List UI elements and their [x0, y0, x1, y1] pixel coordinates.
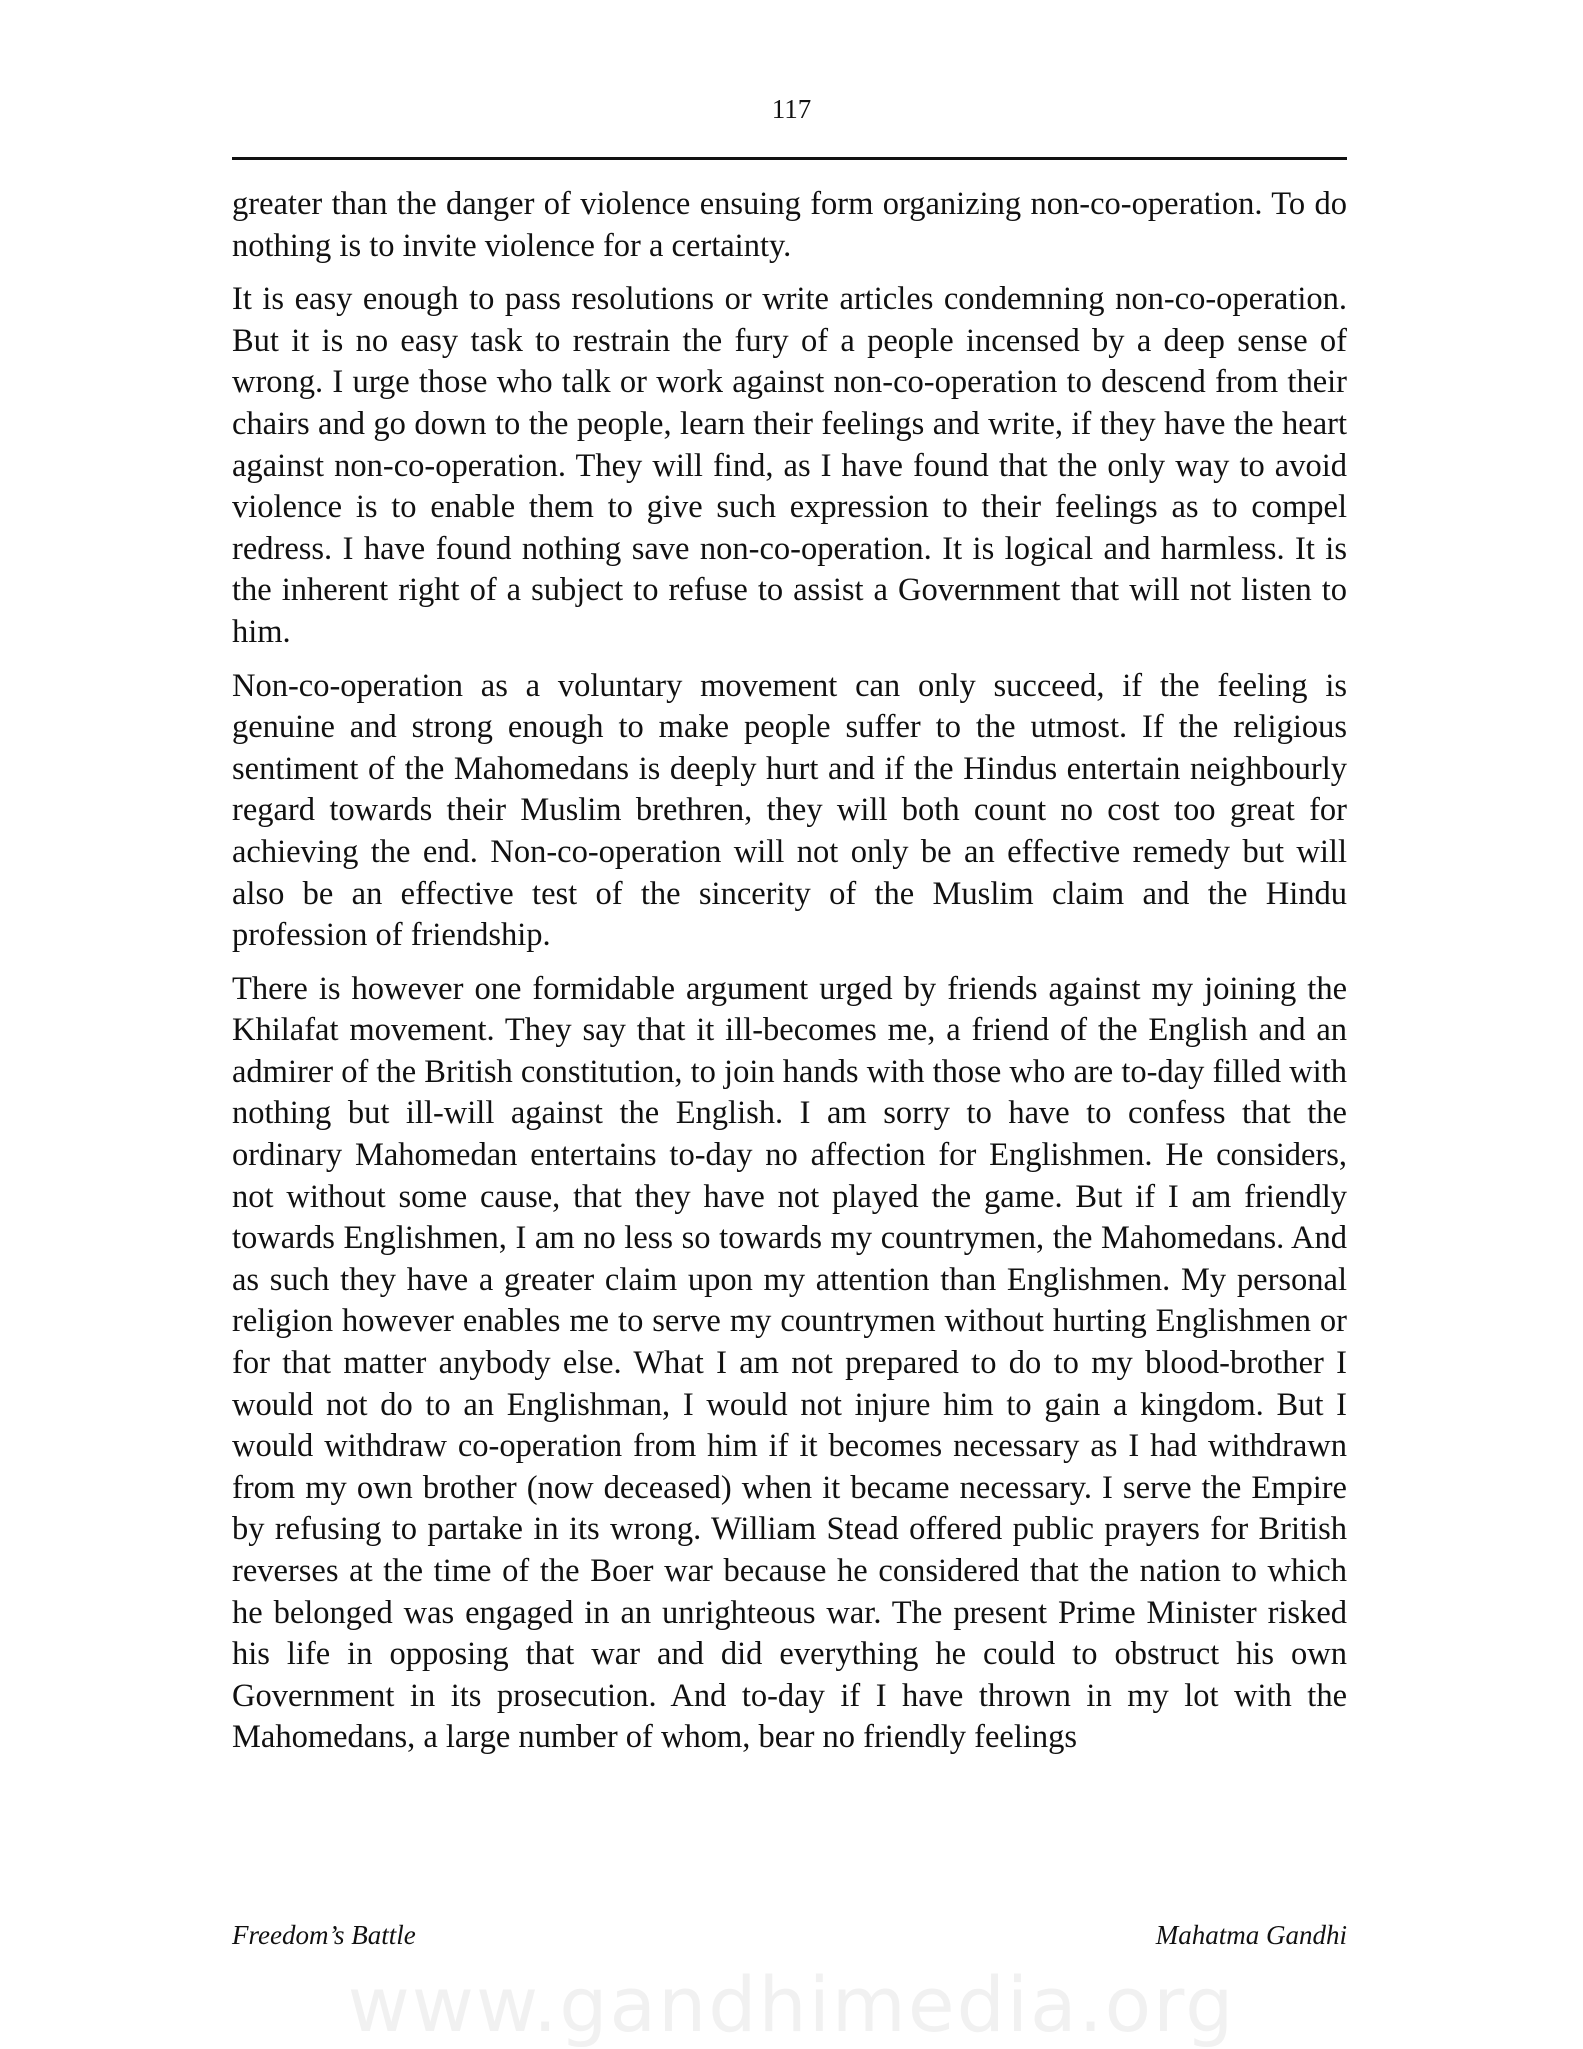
header-rule [232, 157, 1347, 160]
body-text [232, 184, 1347, 1771]
paragraph-4: There is however one formidable argument urged by friends against my joining the Khilafat movement. They say that it ill-becomes me, a friend of the English and an admirer of the British constitution, to join hands with those who are to-day filled with nothing but ill-will against the English. I am sorry to have to confess that the ordinary Mahomedan entertains to-day no affection for Englishmen. He considers, not without some cause, that they have not played the game. But if I am friendly towards Englishmen, I am no less so towards my countrymen, the Mahomedans. And as such they have a greater claim upon my attention than Englishmen. My personal religion however enables me to serve my countrymen without hurting Englishmen or for that matter anybody else. What I am not prepared to do to my blood-brother I would not do to an Englishman, I would not injure him to gain a kingdom. But I would withdraw co-operation from him if it becomes necessary as I had withdrawn from my own brother (now deceased) when it became necessary. I serve the Empire by refusing to partake in its wrong. William Stead offered public prayers for British reverses at the time of the Boer war because he considered that the nation to which he belonged was engaged in an unrighteous war. The present Prime Minister risked his life in opposing that war and did everything he could to obstruct his own Government in its prosecution. And to-day if I have thrown in my lot with the Mahomedans, a large number of whom, bear no friendly feelings [232, 970, 1347, 1756]
page-number: 117 [771, 94, 812, 124]
paragraph-2: It is easy enough to pass resolutions or write articles condemning non-co-operation. But it is no easy task to restrain the fury of a people incensed by a deep sense of wrong. I urge those who talk or work against non-co-operation to descend from their chairs and go down to the people, learn their feelings and write, if they have the heart against non-co-operation. They will find, as I have found that the only way to avoid violence is to enable them to give such expression to their feelings as to compel redress. I have found nothing save non-co-operation. It is logical and harmless. It is the inherent right of a subject to refuse to assist a Government that will not listen to him. [232, 281, 1347, 650]
watermark: www.gandhimedia.org [347, 1960, 1236, 2049]
footer-book-title: Freedom’s Battle [232, 1920, 416, 1950]
footer-author: Mahatma Gandhi [1155, 1920, 1347, 1950]
paragraph-3: Non-co-operation as a voluntary movement can only succeed, if the feeling is genuine and strong enough to make people suffer to the utmost. If the religious sentiment of the Mahomedans is deeply hurt and if the Hindus entertain neighbourly regard towards their Muslim brethren, they will both count no cost too great for achieving the end. Non-co-operation will not only be an effective remedy but will also be an effective test of the sincerity of the Muslim claim and the Hindu profession of friendship. [232, 667, 1347, 954]
paragraph-1: greater than the danger of violence ensuing form organizing non-co-operation. To do nothing is to invite violence for a certainty. [232, 186, 1347, 264]
